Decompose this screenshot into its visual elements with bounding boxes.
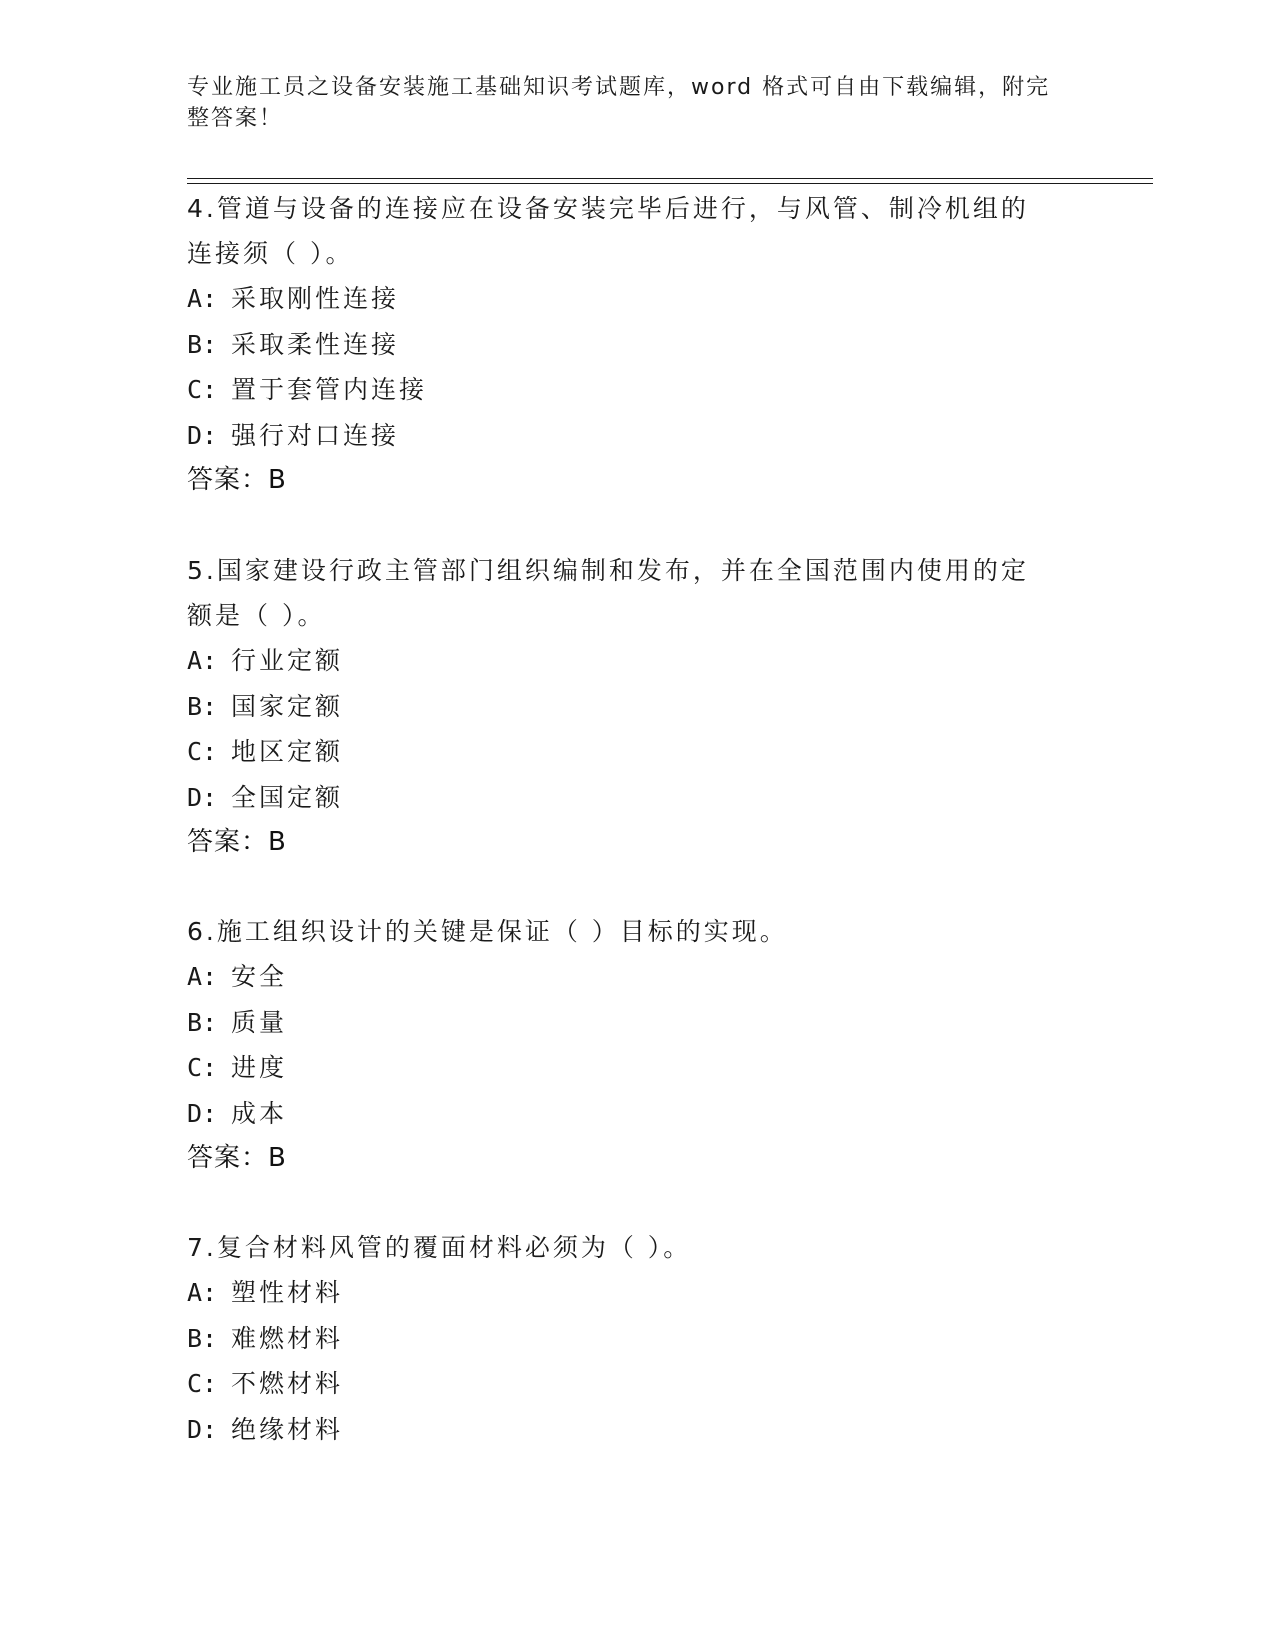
option-b <box>187 1000 1087 1046</box>
option-d <box>187 1091 1087 1137</box>
question-4 <box>187 186 1087 503</box>
question-stem-line-2: 连接须（ ）。 <box>187 239 354 268</box>
option-text: 全国定额 <box>231 782 344 812</box>
question-stem-line-1: 4.管道与设备的连接应在设备安装完毕后进行，与风管、制冷机组的 <box>187 194 1029 223</box>
option-letter: D: <box>187 1098 218 1128</box>
header-divider-bottom <box>187 183 1153 184</box>
option-a <box>187 954 1087 1000</box>
option-d <box>187 413 1087 459</box>
option-letter: A: <box>187 646 218 675</box>
option-b <box>187 684 1087 730</box>
option-text: 置于套管内连接 <box>231 375 428 404</box>
option-letter: D: <box>187 782 218 812</box>
option-text: 强行对口连接 <box>231 420 400 450</box>
option-letter: B: <box>187 1007 218 1037</box>
option-text: 绝缘材料 <box>231 1414 344 1444</box>
option-text: 不燃材料 <box>231 1369 344 1398</box>
option-c <box>187 1361 1087 1407</box>
question-stem-line-1: 7.复合材料风管的覆面材料必须为（ ）。 <box>187 1233 692 1262</box>
question-7 <box>187 1225 1087 1452</box>
option-c <box>187 1045 1087 1091</box>
option-letter: A: <box>187 1278 218 1307</box>
question-stem-line-1: 6.施工组织设计的关键是保证（ ）目标的实现。 <box>187 917 788 946</box>
option-text: 难燃材料 <box>231 1323 344 1353</box>
answer-label: 答案：B <box>187 1143 287 1173</box>
option-text: 安全 <box>231 962 288 991</box>
option-text: 成本 <box>231 1098 288 1128</box>
question-6 <box>187 909 1087 1181</box>
option-letter: B: <box>187 691 218 721</box>
option-c <box>187 729 1087 775</box>
option-text: 塑性材料 <box>231 1278 344 1307</box>
option-letter: A: <box>187 962 218 991</box>
option-letter: C: <box>187 737 218 766</box>
option-a <box>187 638 1087 684</box>
option-text: 进度 <box>231 1053 288 1082</box>
option-text: 国家定额 <box>231 691 344 721</box>
option-b <box>187 1316 1087 1362</box>
header-line-2: 整答案！ <box>187 106 284 131</box>
option-d <box>187 1407 1087 1453</box>
option-text: 行业定额 <box>231 646 344 675</box>
option-text: 质量 <box>231 1007 288 1037</box>
option-letter: B: <box>187 1323 218 1353</box>
option-b <box>187 322 1087 368</box>
option-letter: C: <box>187 375 218 404</box>
option-a <box>187 1270 1087 1316</box>
question-5 <box>187 548 1087 865</box>
option-text: 地区定额 <box>231 737 344 766</box>
header-divider-top <box>187 178 1153 179</box>
option-c <box>187 367 1087 413</box>
option-letter: C: <box>187 1053 218 1082</box>
option-letter: C: <box>187 1369 218 1398</box>
option-letter: D: <box>187 1414 218 1444</box>
answer-label: 答案：B <box>187 827 287 857</box>
question-stem-line-1: 5.国家建设行政主管部门组织编制和发布，并在全国范围内使用的定 <box>187 556 1029 585</box>
question-stem-line-2: 额是（ ）。 <box>187 601 326 630</box>
option-d <box>187 775 1087 821</box>
option-a <box>187 276 1087 322</box>
document-header <box>187 72 1067 134</box>
option-text: 采取刚性连接 <box>231 284 400 313</box>
header-line-1: 专业施工员之设备安装施工基础知识考试题库，word 格式可自由下载编辑，附完 <box>187 75 1051 100</box>
answer-label: 答案：B <box>187 465 287 495</box>
option-text: 采取柔性连接 <box>231 329 400 359</box>
option-letter: B: <box>187 329 218 359</box>
option-letter: D: <box>187 420 218 450</box>
option-letter: A: <box>187 284 218 313</box>
